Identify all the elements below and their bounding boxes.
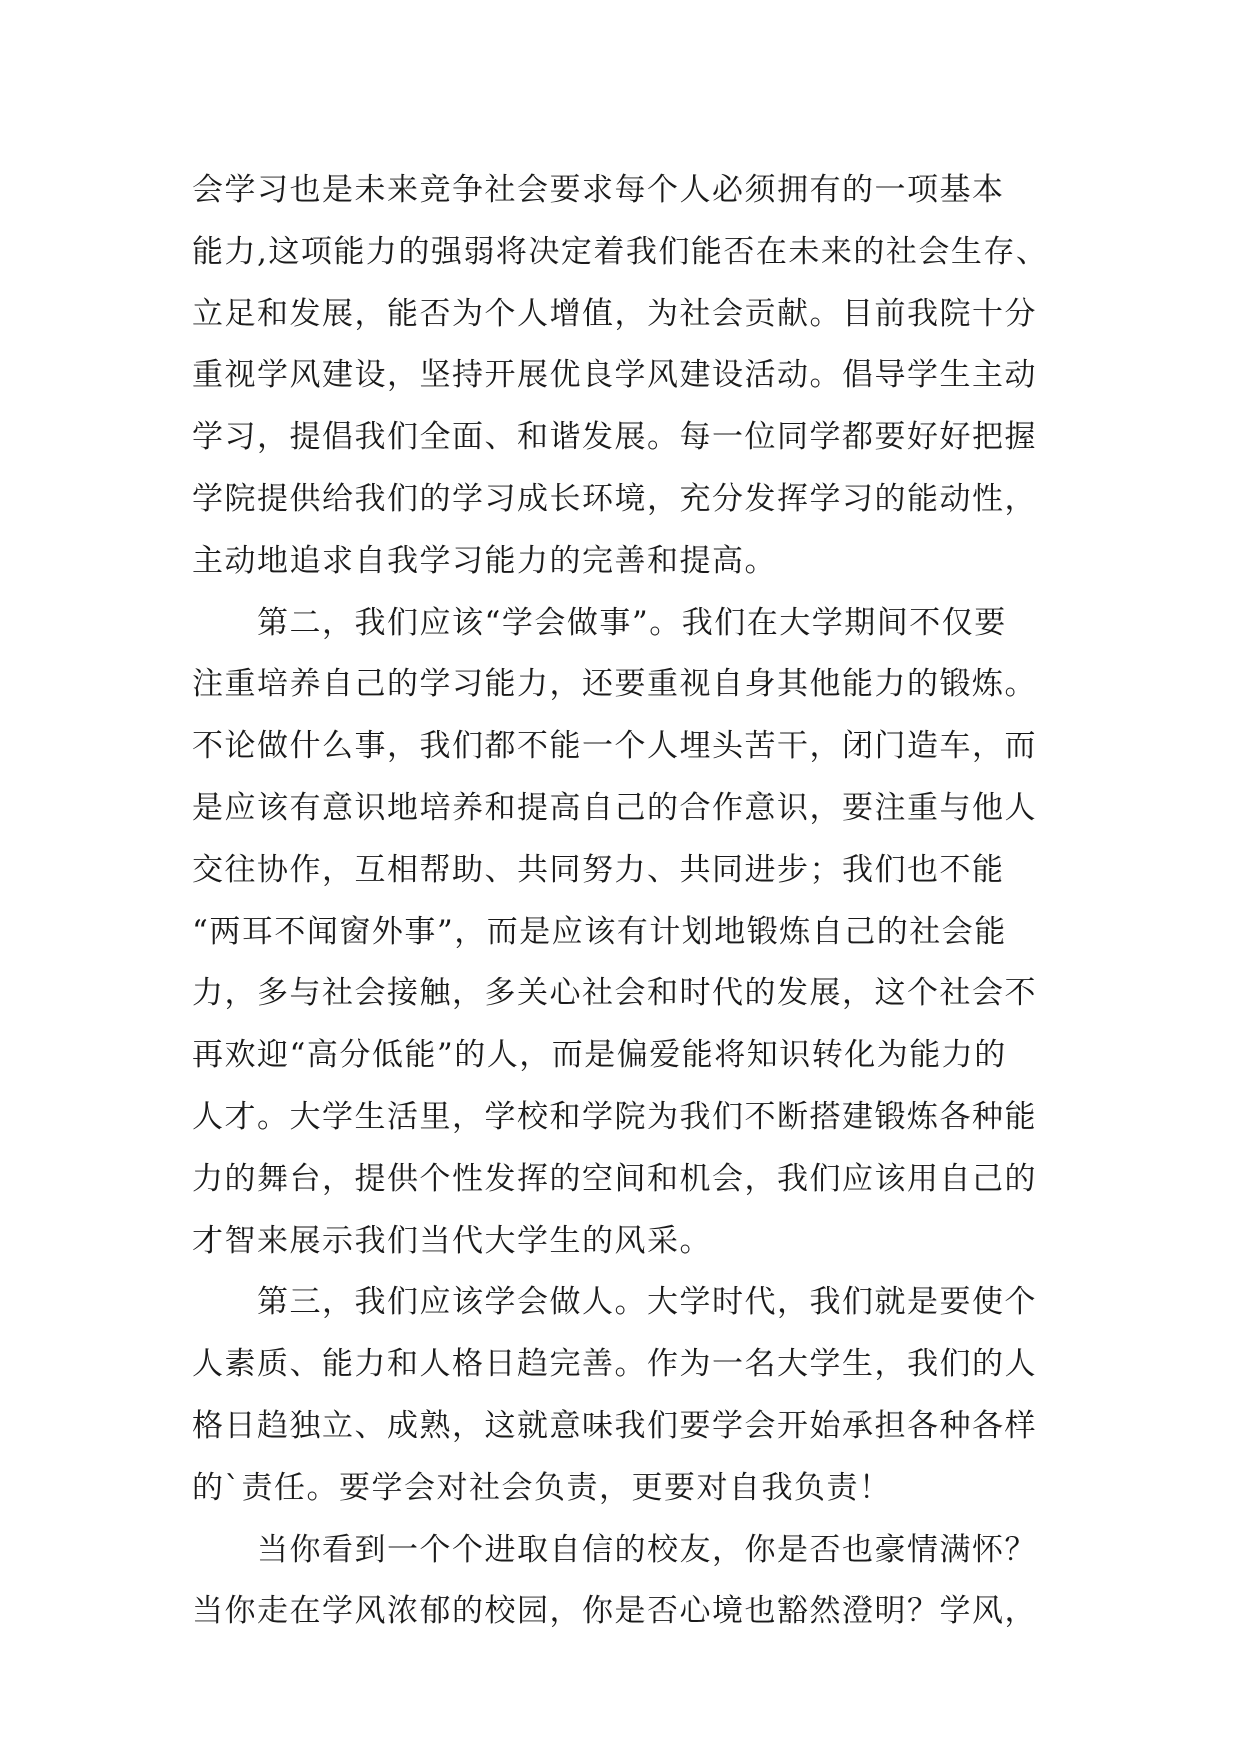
text-line: 力的舞台，提供个性发挥的空间和机会，我们应该用自己的 xyxy=(192,1160,1037,1197)
text-line: 第三，我们应该学会做人。大学时代，我们就是要使个 xyxy=(192,1284,1037,1321)
text-line: 人素质、能力和人格日趋完善。作为一名大学生，我们的人 xyxy=(192,1346,1037,1383)
text-line: 是应该有意识地培养和提高自己的合作意识，要注重与他人 xyxy=(192,789,1037,826)
text-line: 再欢迎“高分低能”的人，而是偏爱能将知识转化为能力的 xyxy=(192,1037,1007,1074)
text-line: 第二，我们应该“学会做事”。我们在大学期间不仅要 xyxy=(192,604,1007,641)
text-line: 会学习也是未来竞争社会要求每个人必须拥有的一项基本 xyxy=(192,172,1005,208)
text-line: 注重培养自己的学习能力，还要重视自身其他能力的锻炼。 xyxy=(192,666,1037,703)
text-line: 才智来展示我们当代大学生的风采。 xyxy=(192,1222,712,1259)
text-line: 人才。大学生活里，学校和学院为我们不断搭建锻炼各种能 xyxy=(192,1098,1037,1135)
text-line: 交往协作，互相帮助、共同努力、共同进步；我们也不能 xyxy=(192,851,1005,888)
text-line: 格日趋独立、成熟，这就意味我们要学会开始承担各种各样 xyxy=(192,1407,1037,1444)
text-line: 主动地追求自我学习能力的完善和提高。 xyxy=(192,542,777,579)
text-line: 学习，提倡我们全面、和谐发展。每一位同学都要好好把握 xyxy=(192,419,1037,456)
text-line: 当你走在学风浓郁的校园，你是否心境也豁然澄明？学风， xyxy=(192,1593,1037,1630)
text-line: 的`责任。要学会对社会负责，更要对自我负责！ xyxy=(192,1469,892,1506)
text-line: “两耳不闻窗外事”，而是应该有计划地锻炼自己的社会能 xyxy=(192,913,1007,950)
text-line: 力，多与社会接触，多关心社会和时代的发展，这个社会不 xyxy=(192,975,1037,1012)
body-text xyxy=(192,160,1092,1643)
text-line: 能力,这项能力的强弱将决定着我们能否在未来的社会生存、 xyxy=(192,233,1049,270)
text-line: 不论做什么事，我们都不能一个人埋头苦干，闭门造车，而 xyxy=(192,728,1037,765)
text-line: 学院提供给我们的学习成长环境，充分发挥学习的能动性， xyxy=(192,480,1037,517)
text-line: 当你看到一个个进取自信的校友，你是否也豪情满怀？ xyxy=(192,1531,1037,1568)
text-line: 重视学风建设，坚持开展优良学风建设活动。倡导学生主动 xyxy=(192,357,1037,394)
text-line: 立足和发展，能否为个人增值，为社会贡献。目前我院十分 xyxy=(192,295,1037,332)
